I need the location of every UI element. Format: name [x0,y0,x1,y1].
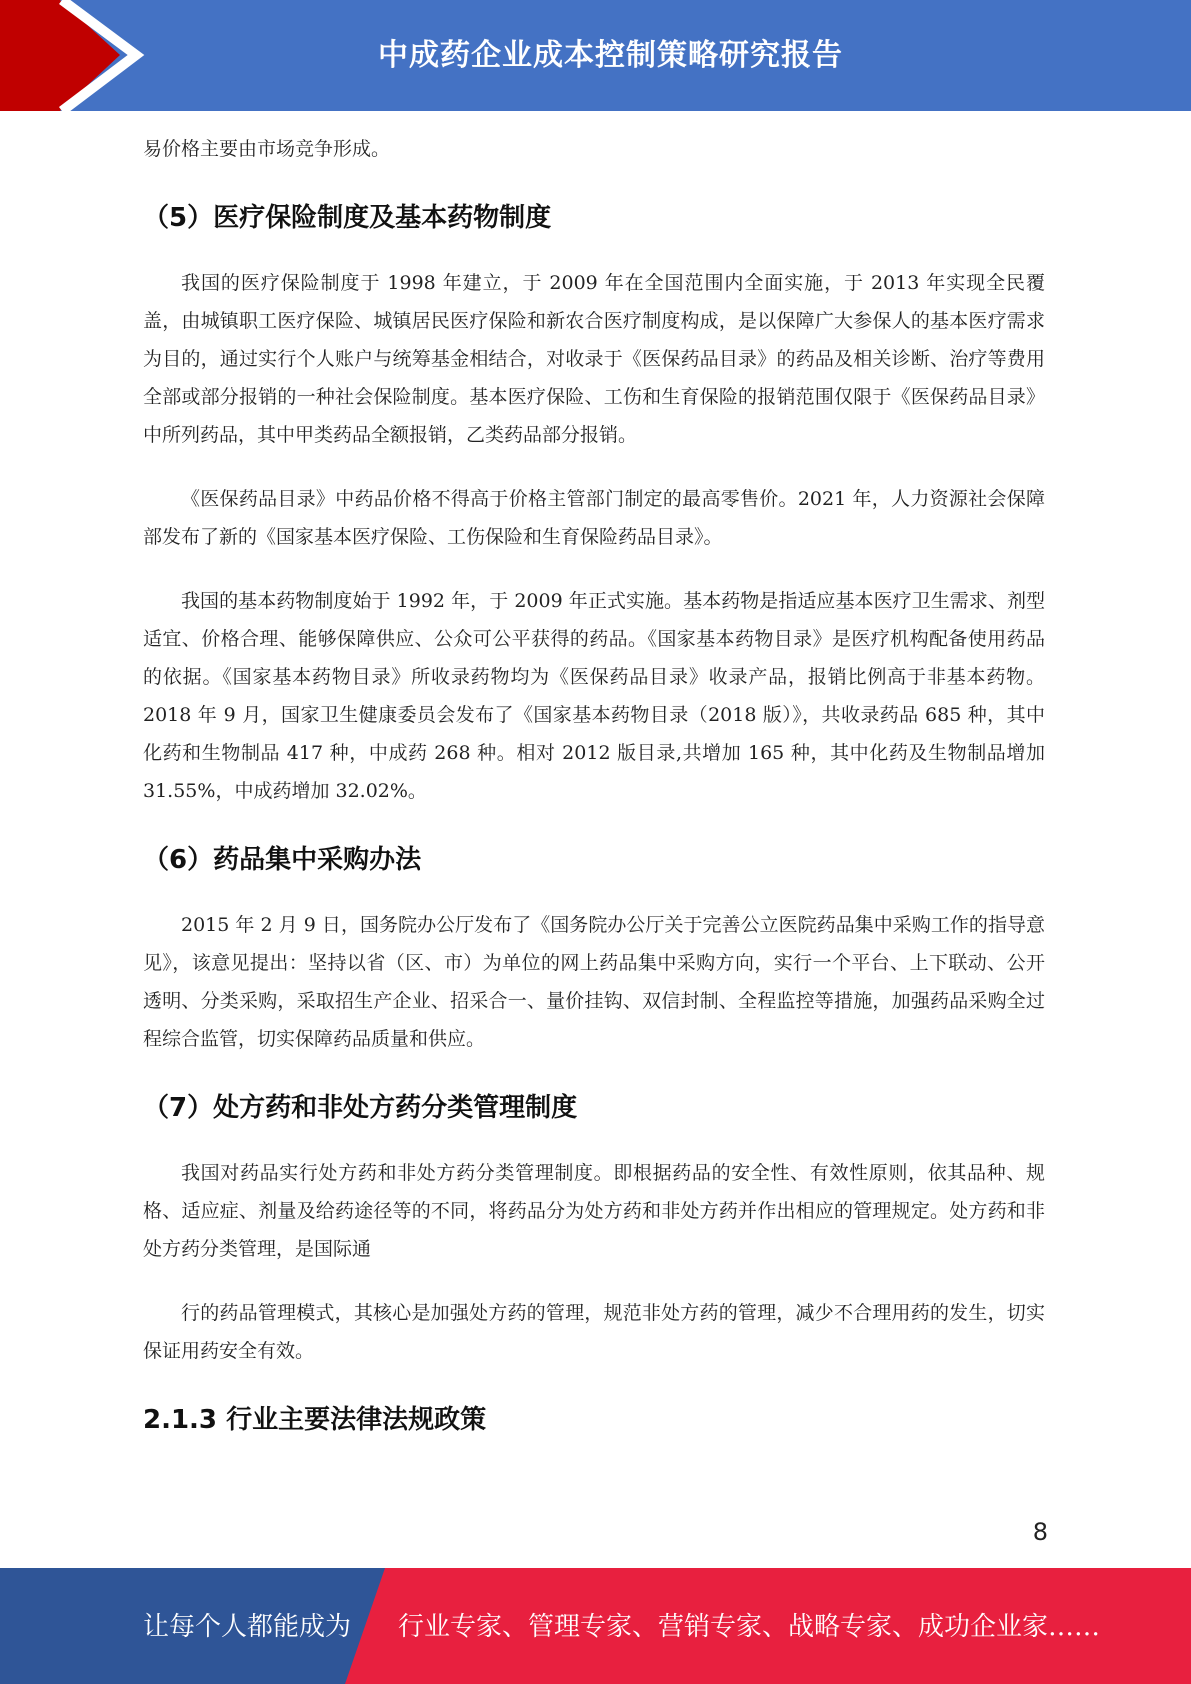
page-footer [0,1568,1191,1684]
paragraph-essential-drugs: 我国的基本药物制度始于 1992 年，于 2009 年正式实施。基本药物是指适应基本医疗卫生需求、剂型适宜、价格合理、能够保障供应、公众可公平获得的药品。《国家基本药物目录》是医疗机构配备使用药品的依据。《国家基本药物目录》所收录药物均为《医保药品目录》收录产品，报销比例高于非基本药物。2018 年 9 月，国家卫生健康委员会发布了《国家基本药物目录（2018 版）》，共收录药品 685 种，其中化药和生物制品 417 种，中成药 268 种。相对 2012 版目录,共增加 165 种，其中化药及生物制品增加 31.55%，中成药增加 32.02%。 [143,590,1045,802]
footer-slogan-left: 让每个人都能成为 [143,1612,352,1642]
heading-medical-insurance: （5）医疗保险制度及基本药物制度 [143,203,552,233]
paragraph-prescription-1: 我国对药品实行处方药和非处方药分类管理制度。即根据药品的安全性、有效性原则，依其品种、规格、适应症、剂量及给药途径等的不同，将药品分为处方药和非处方药并作出相应的管理规定。处方药和非处方药分类管理，是国际通 [143,1162,1045,1260]
heading-prescription-classification: （7）处方药和非处方药分类管理制度 [143,1093,578,1123]
document-body [143,130,1045,1466]
paragraph-insurance-catalog: 《医保药品目录》中药品价格不得高于价格主管部门制定的最高零售价。2021 年，人力资源社会保障部发布了新的《国家基本医疗保险、工伤保险和生育保险药品目录》。 [143,488,1045,548]
heading-laws-regulations: 2.1.3 行业主要法律法规政策 [143,1405,487,1435]
paragraph-intro: 易价格主要由市场竞争形成。 [143,138,391,160]
paragraph-procurement: 2015 年 2 月 9 日，国务院办公厅发布了《国务院办公厅关于完善公立医院药品集中采购工作的指导意见》，该意见提出：坚持以省（区、市）为单位的网上药品集中采购方向，实行一个平台、上下联动、公开透明、分类采购，采取招生产企业、招采合一、量价挂钩、双信封制、全程监控等措施，加强药品采购全过程综合监管，切实保障药品质量和供应。 [143,914,1045,1050]
report-title: 中成药企业成本控制策略研究报告 [378,38,843,73]
page-header [0,0,1191,111]
paragraph-prescription-2: 行的药品管理模式，其核心是加强处方药的管理，规范非处方药的管理，减少不合理用药的发生，切实保证用药安全有效。 [143,1302,1045,1362]
paragraph-insurance-system: 我国的医疗保险制度于 1998 年建立，于 2009 年在全国范围内全面实施，于 2013 年实现全民覆盖，由城镇职工医疗保险、城镇居民医疗保险和新农合医疗制度构成，是以保障广大参保人的基本医疗需求为目的，通过实行个人账户与统筹基金相结合，对收录于《医保药品目录》的药品及相关诊断、治疗等费用全部或部分报销的一种社会保险制度。基本医疗保险、工伤和生育保险的报销范围仅限于《医保药品目录》中所列药品，其中甲类药品全额报销，乙类药品部分报销。 [143,272,1045,446]
footer-slogan-right: 行业专家、管理专家、营销专家、战略专家、成功企业家…… [398,1612,1101,1642]
heading-centralized-procurement: （6）药品集中采购办法 [143,845,422,875]
page-number: 8 [1032,1518,1048,1546]
